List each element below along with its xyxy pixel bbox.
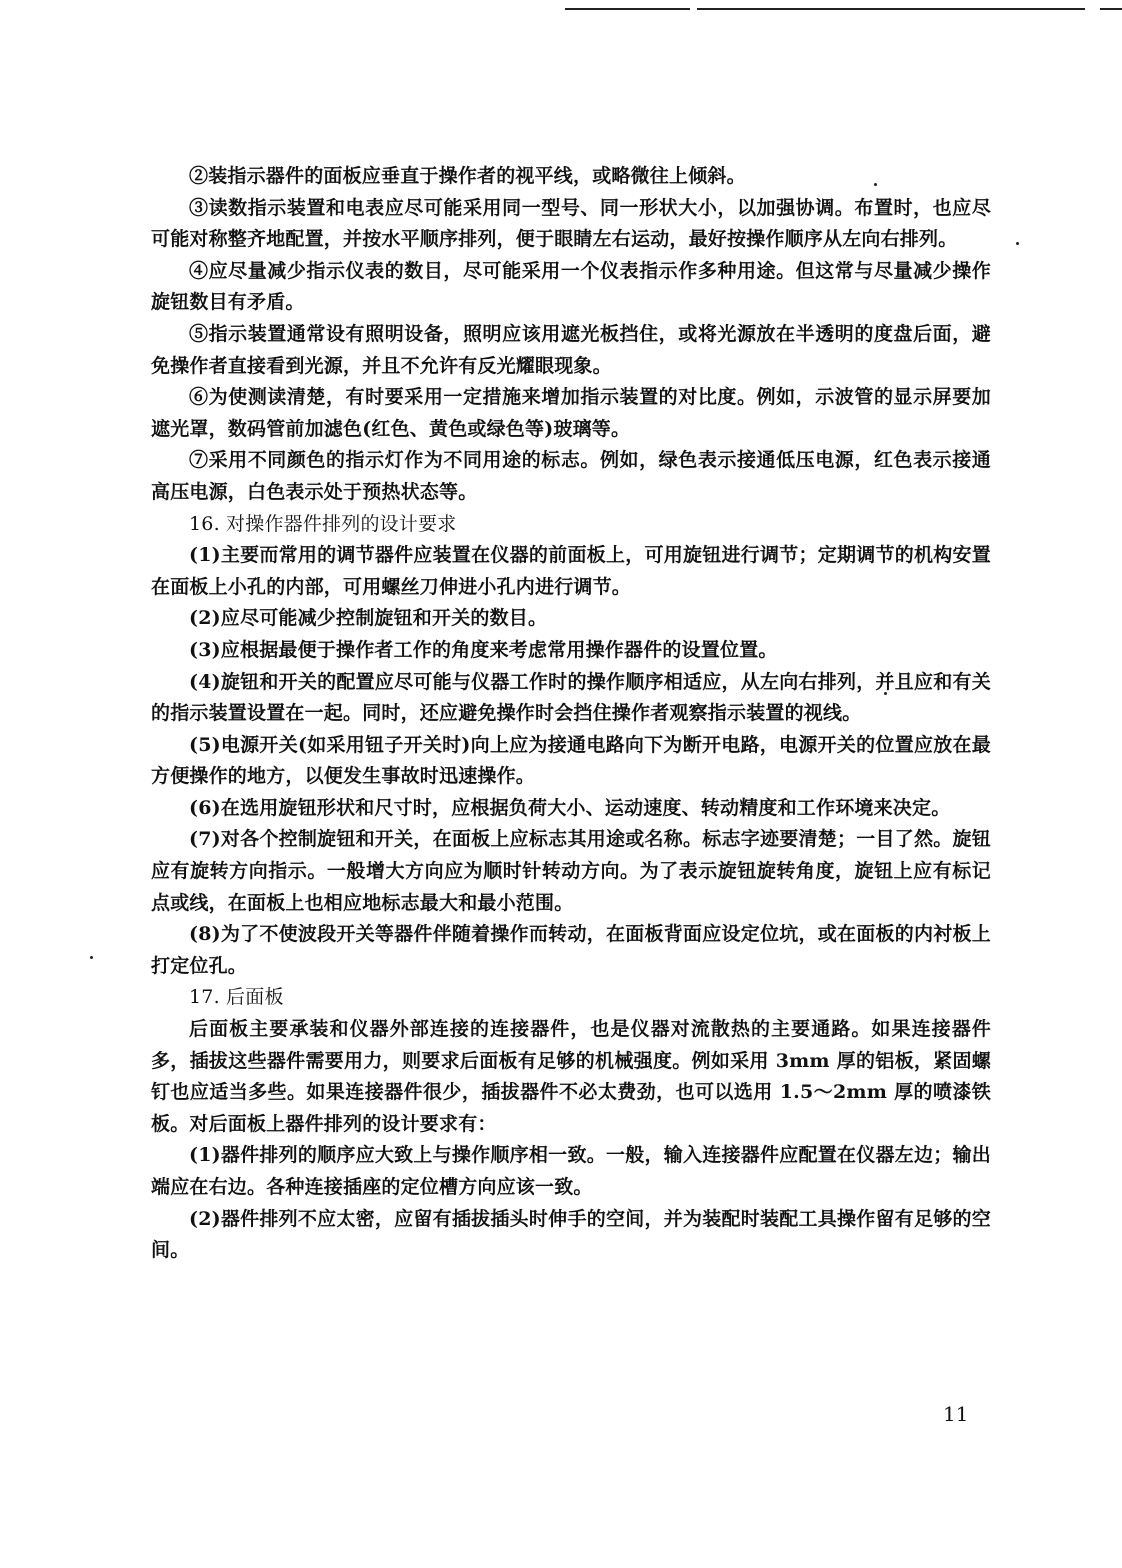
item-3-meter-uniformity: ③读数指示装置和电表应尽可能采用同一型号、同一形状大小，以加强协调。布置时，也应尽可能对称整齐地配置，并按水平顺序排列，便于眼睛左右运动，最好按操作顺序从左向右排列。 <box>151 196 991 251</box>
section-17-heading: 17. 后面板 <box>189 986 284 1009</box>
top-rule-middle <box>697 8 1085 10</box>
req-8-positioning: (8)为了不使波段开关等器件伴随着操作而转动，在面板背面应设定位坑，或在面板的内衬板上打定位孔。 <box>151 923 991 977</box>
item-7-indicator-colors: ⑦采用不同颜色的指示灯作为不同用途的标志。例如，绿色表示接通低压电源，红色表示接通高压电源，白色表示处于预热状态等。 <box>151 449 991 503</box>
req-2-reduce-controls: (2)应尽可能减少控制旋钮和开关的数目。 <box>189 607 548 630</box>
top-rule-left <box>565 8 690 10</box>
item-2-display-panel-tilt: ②装指示器件的面板应垂直于操作者的视平线，或略微往上倾斜。 <box>189 165 746 187</box>
req-4-operation-order: (4)旋钮和开关的配置应尽可能与仪器工作时的操作顺序相适应，从左向右排列，并且应和有关的指示装置设置在一起。同时，还应避免操作时会挡住操作者观察指示装置的视线。 <box>151 670 991 725</box>
req-1-front-panel: (1)主要而常用的调节器件应装置在仪器的前面板上，可用旋钮进行调节；定期调节的机构安置在面板上小孔的内部，可用螺丝刀伸进小孔内进行调节。 <box>151 544 991 598</box>
top-rule-right <box>1100 8 1122 10</box>
rear-req-1-order: (1)器件排列的顺序应大致上与操作顺序相一致。一般，输入连接器件应配置在仪器左边；输出端应在右边。各种连接插座的定位槽方向应该一致。 <box>151 1144 991 1198</box>
scan-speck <box>1016 242 1019 245</box>
scan-speck <box>90 956 93 959</box>
rear-req-2-spacing: (2)器件排列不应太密，应留有插拔插头时伸手的空间，并为装配时装配工具操作留有足够的空间。 <box>151 1207 991 1262</box>
section-16-heading: 16. 对操作器件排列的设计要求 <box>189 512 457 535</box>
req-6-knob-shape: (6)在选用旋钮形状和尺寸时，应根据负荷大小、运动速度、转动精度和工作环境来决定。 <box>189 796 951 819</box>
item-6-contrast: ⑥为使测读清楚，有时要采用一定措施来增加指示装置的对比度。例如，示波管的显示屏要加遮光罩，数码管前加滤色(红色、黄色或绿色等)玻璃等。 <box>151 386 991 440</box>
item-5-lighting: ⑤指示装置通常设有照明设备，照明应该用遮光板挡住，或将光源放在半透明的度盘后面，避免操作者直接看到光源，并且不允许有反光耀眼现象。 <box>151 322 991 377</box>
page-body <box>151 161 991 1267</box>
item-4-reduce-meters: ④应尽量减少指示仪表的数目，尽可能采用一个仪表指示作多种用途。但这常与尽量减少操作旋钮数目有矛盾。 <box>151 259 991 314</box>
rear-panel-intro: 后面板主要承装和仪器外部连接的连接器件，也是仪器对流散热的主要通路。如果连接器件多，插拔这些器件需要用力，则要求后面板有足够的机械强度。例如采用 3mm 厚的铝板，紧固螺钉也应适当多些。如果连接器件很少，插拔器件不必太费劲，也可以选用 1.5～2mm 厚的喷漆铁板。对后面板上器件排列的设计要求有： <box>151 1018 991 1135</box>
page-number: 11 <box>943 1402 969 1426</box>
req-3-position: (3)应根据最便于操作者工作的角度来考虑常用操作器件的设置位置。 <box>189 638 778 661</box>
req-7-labels: (7)对各个控制旋钮和开关，在面板上应标志其用途或名称。标志字迹要清楚；一目了然。旋钮应有旋转方向指示。一般增大方向应为顺时针转动方向。为了表示旋钮旋转角度，旋钮上应有标记点或线，在面板上也相应地标志最大和最小范围。 <box>151 828 991 914</box>
req-5-power-switch: (5)电源开关(如采用钮子开关时)向上应为接通电路向下为断开电路，电源开关的位置应放在最方便操作的地方，以便发生事故时迅速操作。 <box>151 733 991 788</box>
